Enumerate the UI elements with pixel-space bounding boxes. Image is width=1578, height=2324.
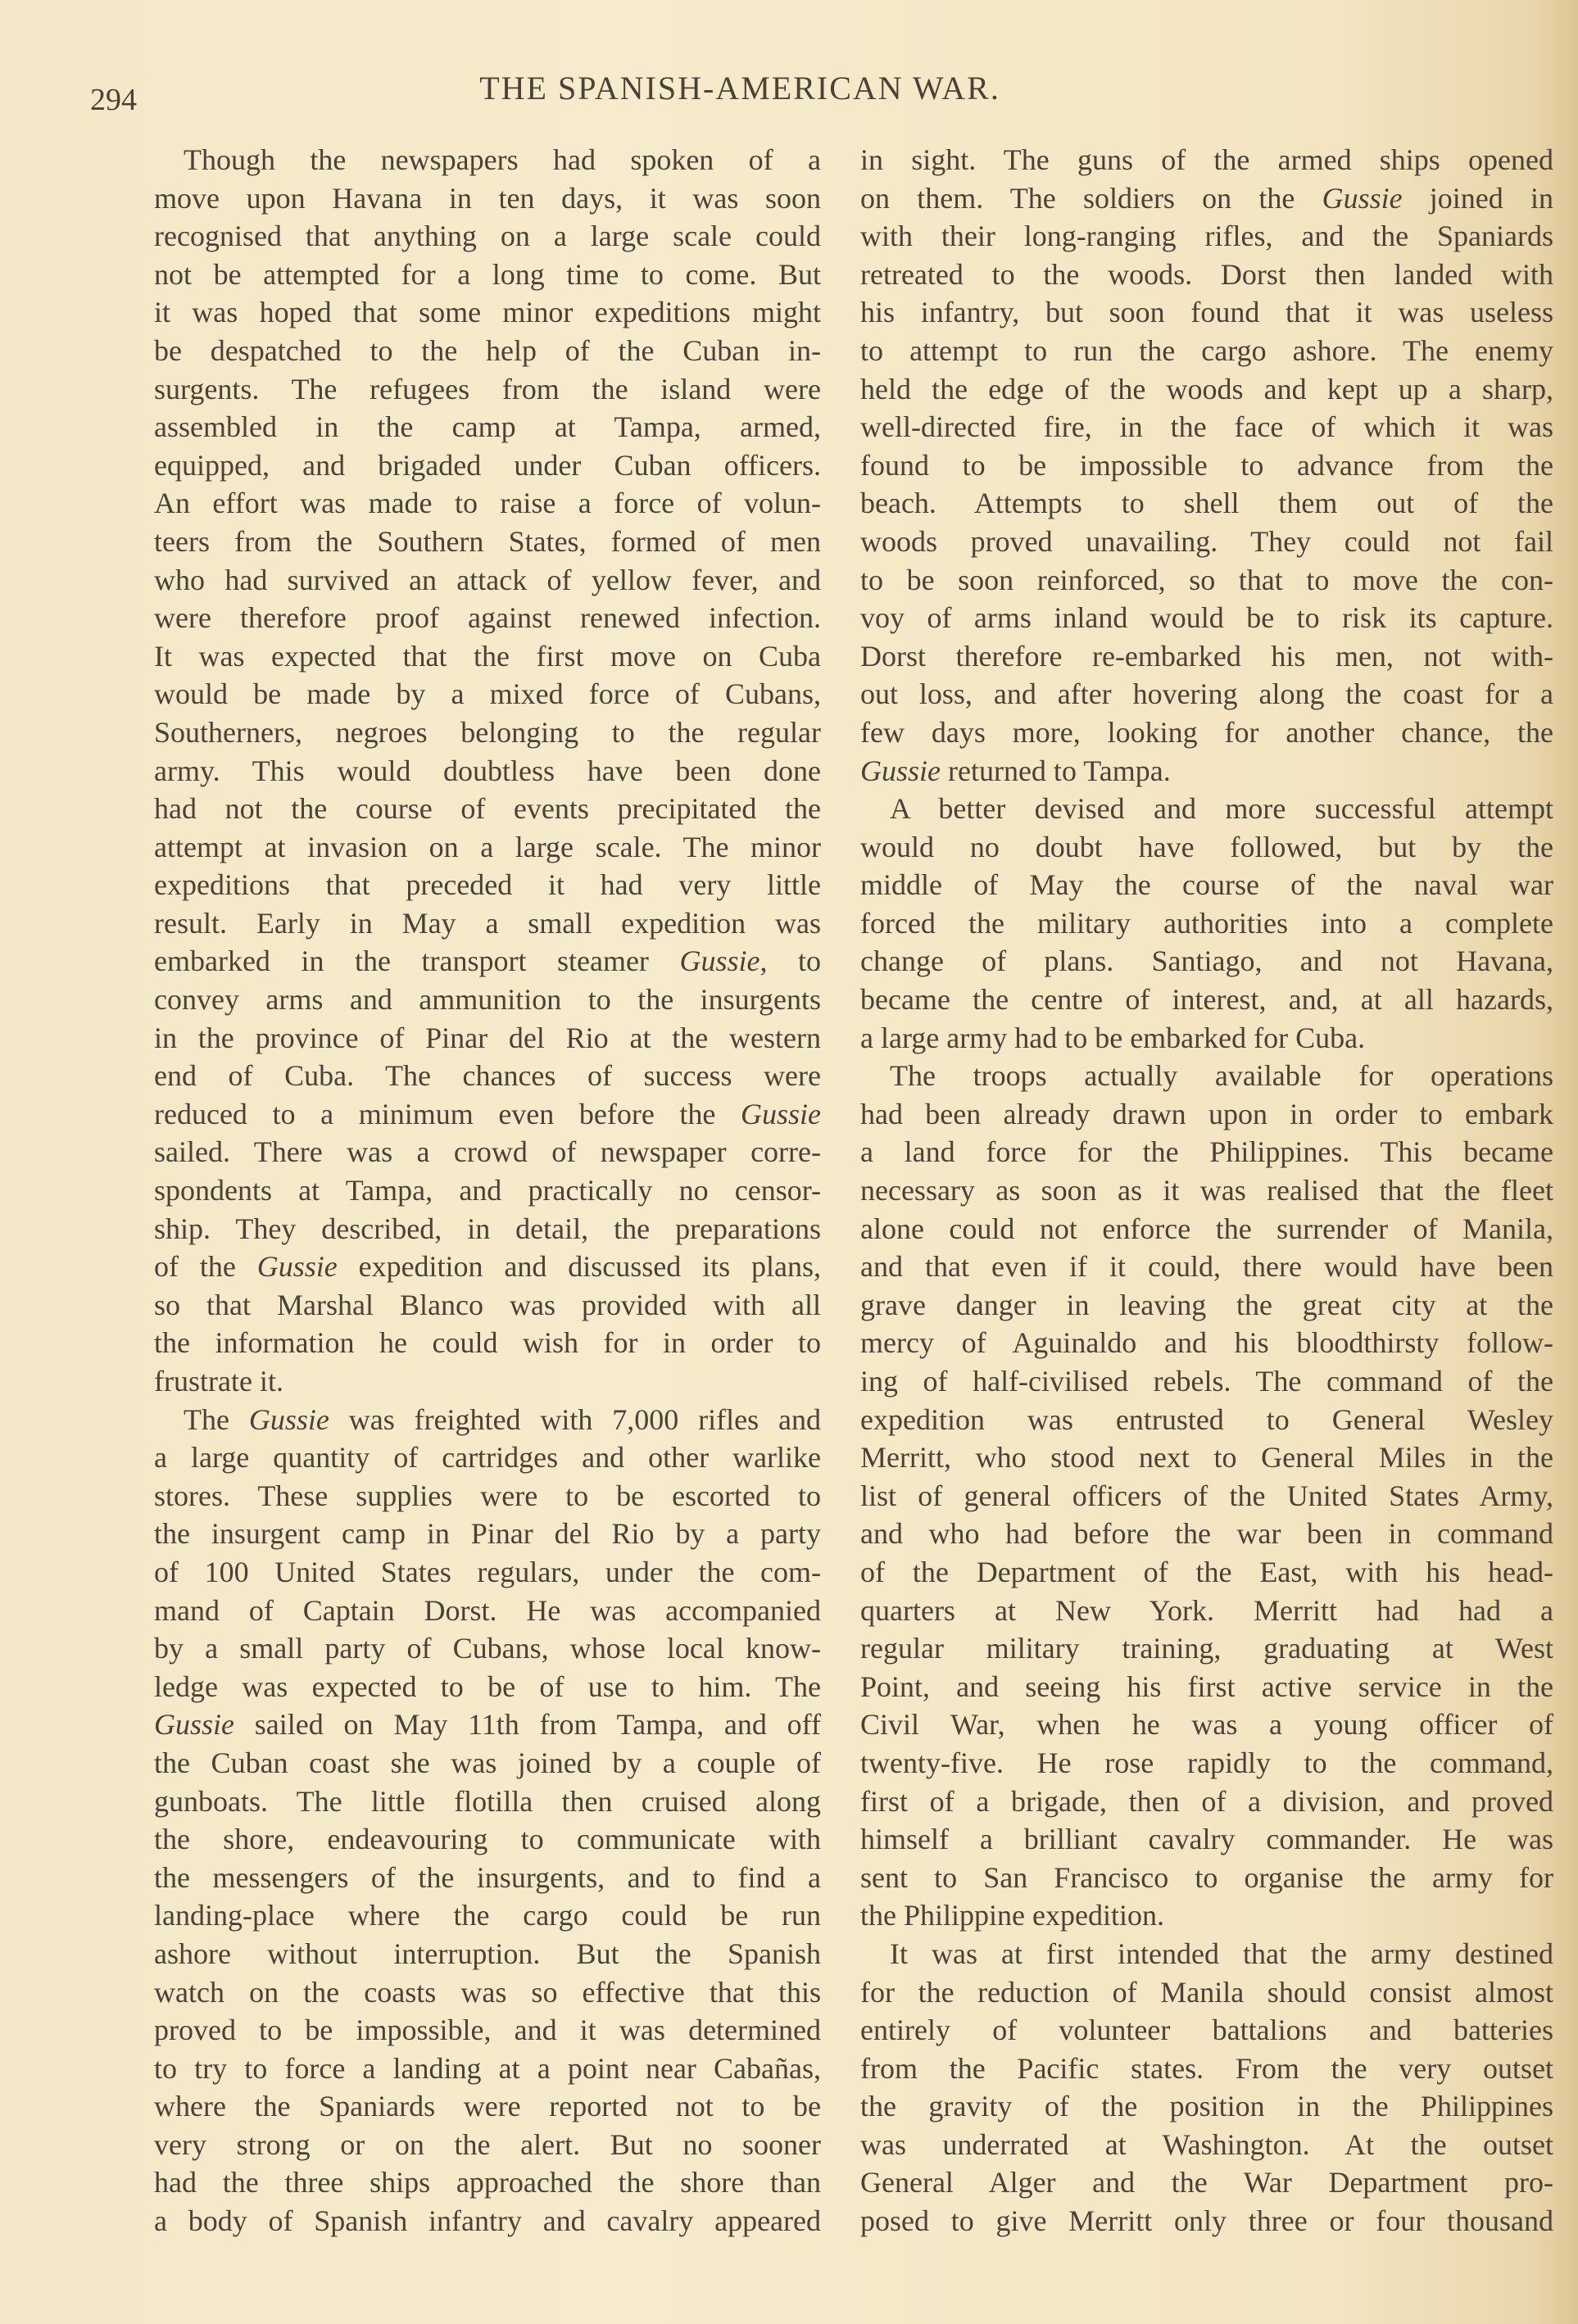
text-line: were therefore proof against renewed infection.	[154, 601, 821, 635]
text-line: Gussie sailed on May 11th from Tampa, and off	[154, 1708, 821, 1742]
text-line: retreated to the woods. Dorst then landed with	[860, 257, 1553, 291]
text-line: twenty-five. He rose rapidly to the command,	[860, 1746, 1553, 1779]
text-line: expedition was entrusted to General Wesley	[860, 1402, 1553, 1436]
text-line: out loss, and after hovering along the coast for a	[860, 677, 1553, 711]
text-line: result. Early in May a small expedition was	[154, 906, 821, 940]
italic-term: Gussie	[741, 1097, 821, 1130]
text-line: sailed. There was a crowd of newspaper corre-	[154, 1135, 821, 1169]
text-line: Merritt, who stood next to General Miles in the	[860, 1441, 1553, 1475]
paragraph	[860, 1057, 1553, 1935]
text-line: few days more, looking for another chance, the	[860, 715, 1553, 749]
italic-term: Gussie	[679, 945, 760, 978]
text-line: The Gussie was freighted with 7,000 rifles and	[184, 1402, 822, 1436]
text-line: the shore, endeavouring to communicate with	[154, 1823, 821, 1856]
text-line: well-directed fire, in the face of which it was	[860, 410, 1553, 444]
text-line: quarters at New York. Merritt had had a	[860, 1593, 1553, 1627]
italic-term: Gussie	[248, 1402, 329, 1436]
italic-term: Gussie	[860, 754, 941, 787]
text-line: the Cuban coast she was joined by a couple of	[154, 1746, 821, 1779]
text-line: stores. These supplies were to be escorted to	[154, 1479, 821, 1512]
running-title	[0, 69, 1578, 107]
text-line: convey arms and ammunition to the insurgents	[154, 983, 821, 1017]
text-line: sent to San Francisco to organise the army for	[860, 1860, 1553, 1894]
text-line: Gussie returned to Tampa.	[860, 754, 1171, 787]
text-line: by a small party of Cubans, whose local know-	[154, 1632, 821, 1665]
text-line: watch on the coasts was so effective that this	[154, 1975, 821, 2009]
text-line: army. This would doubtless have been done	[154, 754, 821, 787]
text-line: reduced to a minimum even before the Gussie	[154, 1097, 821, 1130]
text-line: end of Cuba. The chances of success were	[154, 1059, 821, 1093]
text-line: Point, and seeing his first active service in the	[860, 1669, 1553, 1703]
text-line: grave danger in leaving the great city at the	[860, 1288, 1553, 1321]
text-line: the information he could wish for in order to	[154, 1326, 821, 1360]
text-line: surgents. The refugees from the island were	[154, 372, 821, 405]
text-line: change of plans. Santiago, and not Havana,	[860, 945, 1553, 978]
text-line: on them. The soldiers on the Gussie joined in	[860, 181, 1553, 215]
text-line: teers from the Southern States, formed of men	[154, 524, 821, 558]
text-line: assembled in the camp at Tampa, armed,	[154, 410, 821, 444]
text-line: a large quantity of cartridges and other warlike	[154, 1441, 821, 1475]
text-line: necessary as soon as it was realised that the fleet	[860, 1174, 1553, 1207]
text-line: and that even if it could, there would have been	[860, 1250, 1553, 1284]
text-line: held the edge of the woods and kept up a sharp,	[860, 372, 1553, 405]
text-line: regular military training, graduating at West	[860, 1632, 1553, 1665]
text-line: proved to be impossible, and it was determined	[154, 2014, 821, 2047]
paragraph	[860, 141, 1553, 790]
text-line: not be attempted for a long time to come. But	[154, 257, 821, 291]
text-line: the insurgent camp in Pinar del Rio by a party	[154, 1517, 821, 1551]
text-line: A better devised and more successful attempt	[890, 792, 1553, 826]
text-line: the gravity of the position in the Philippines	[860, 2090, 1553, 2123]
text-line: recognised that anything on a large scale could	[154, 220, 821, 253]
text-line: embarked in the transport steamer Gussie, to	[154, 945, 821, 978]
text-line: so that Marshal Blanco was provided with all	[154, 1288, 821, 1321]
text-line: mand of Captain Dorst. He was accompanied	[154, 1593, 821, 1627]
text-line: alone could not enforce the surrender of Manila,	[860, 1212, 1553, 1245]
text-line: ashore without interruption. But the Spanish	[154, 1937, 821, 1970]
text-line: Though the newspapers had spoken of a	[184, 143, 821, 176]
text-line: of 100 United States regulars, under the com-	[154, 1555, 821, 1588]
text-line: from the Pacific states. From the very outset	[860, 2051, 1553, 2085]
text-line: a body of Spanish infantry and cavalry appeared	[154, 2204, 821, 2238]
text-line: ship. They described, in detail, the preparations	[154, 1212, 821, 1245]
text-line: landing-place where the cargo could be run	[154, 1899, 821, 1932]
text-line: where the Spaniards were reported not to be	[154, 2090, 821, 2123]
text-line: had not the course of events precipitated the	[154, 792, 821, 826]
text-line: was underrated at Washington. At the outset	[860, 2127, 1553, 2161]
text-line: in the province of Pinar del Rio at the western	[154, 1021, 821, 1054]
right-column	[860, 141, 1553, 2240]
text-line: posed to give Merritt only three or four thousand	[860, 2204, 1553, 2238]
text-line: a large army had to be embarked for Cuba.	[860, 1021, 1366, 1054]
text-line: the Philippine expedition.	[860, 1899, 1164, 1932]
text-line: became the centre of interest, and, at all hazards,	[860, 983, 1553, 1017]
italic-term: Gussie	[154, 1708, 234, 1742]
text-line: ledge was expected to be of use to him. The	[154, 1669, 821, 1703]
text-line: entirely of volunteer battalions and batteries	[860, 2014, 1553, 2047]
text-line: himself a brilliant cavalry commander. He was	[860, 1823, 1553, 1856]
text-line: to attempt to run the cargo ashore. The enemy	[860, 333, 1553, 367]
page-number: 294	[90, 83, 137, 117]
left-column	[154, 141, 821, 2240]
text-line: with their long-ranging rifles, and the Spaniards	[860, 220, 1553, 253]
text-line: of the Department of the East, with his head-	[860, 1555, 1553, 1588]
text-line: An effort was made to raise a force of volun-	[154, 487, 821, 520]
text-line: ing of half-civilised rebels. The command of the	[860, 1365, 1553, 1398]
text-line: very strong or on the alert. But no sooner	[154, 2127, 821, 2161]
text-line: had the three ships approached the shore than	[154, 2166, 821, 2199]
text-line: spondents at Tampa, and practically no censor-	[154, 1174, 821, 1207]
text-line: attempt at invasion on a large scale. The minor	[154, 830, 821, 863]
text-line: equipped, and brigaded under Cuban officers.	[154, 448, 821, 482]
text-line: move upon Havana in ten days, it was soon	[154, 181, 821, 215]
text-line: would be made by a mixed force of Cubans,	[154, 677, 821, 711]
text-line: mercy of Aguinaldo and his bloodthirsty follow-	[860, 1326, 1553, 1360]
text-line: who had survived an attack of yellow fever, and	[154, 563, 821, 596]
text-line: middle of May the course of the naval war	[860, 868, 1553, 902]
paragraph	[154, 141, 821, 1401]
paragraph	[860, 790, 1553, 1057]
text-line: General Alger and the War Department pro-	[860, 2166, 1553, 2199]
text-line: it was hoped that some minor expeditions might	[154, 296, 821, 329]
paragraph	[860, 1935, 1553, 2240]
text-line: a land force for the Philippines. This became	[860, 1135, 1553, 1169]
text-line: Southerners, negroes belonging to the regular	[154, 715, 821, 749]
text-line: the messengers of the insurgents, and to find a	[154, 1860, 821, 1894]
italic-term: Gussie	[1322, 181, 1403, 215]
text-line: Dorst therefore re-embarked his men, not with-	[860, 639, 1553, 673]
text-line: The troops actually available for operations	[890, 1059, 1553, 1093]
text-line: expeditions that preceded it had very little	[154, 868, 821, 902]
text-line: woods proved unavailing. They could not fail	[860, 524, 1553, 558]
text-line: first of a brigade, then of a division, and proved	[860, 1784, 1553, 1818]
paragraph	[154, 1401, 821, 2240]
text-line: Civil War, when he was a young officer of	[860, 1708, 1553, 1742]
text-line: list of general officers of the United States Army,	[860, 1479, 1553, 1512]
running-title-text: THE SPANISH-AMERICAN WAR.	[479, 70, 1000, 106]
text-line: and who had before the war been in command	[860, 1517, 1553, 1551]
text-line: to be soon reinforced, so that to move the con-	[860, 563, 1553, 596]
text-line: It was at first intended that the army destined	[890, 1937, 1553, 1970]
text-line: be despatched to the help of the Cuban in-	[154, 333, 821, 367]
text-line: in sight. The guns of the armed ships opened	[860, 143, 1553, 176]
text-line: had been already drawn upon in order to embark	[860, 1097, 1553, 1130]
italic-term: Gussie	[256, 1250, 338, 1284]
text-line: voy of arms inland would be to risk its capture.	[860, 601, 1553, 635]
text-line: It was expected that the first move on Cuba	[154, 639, 821, 673]
text-line: beach. Attempts to shell them out of the	[860, 487, 1553, 520]
text-line: of the Gussie expedition and discussed its plans,	[154, 1250, 822, 1284]
text-line: his infantry, but soon found that it was useless	[860, 296, 1553, 329]
text-line: would no doubt have followed, but by the	[860, 830, 1553, 863]
text-line: found to be impossible to advance from the	[860, 448, 1553, 482]
text-line: gunboats. The little flotilla then cruised along	[154, 1784, 821, 1818]
text-line: forced the military authorities into a complete	[860, 906, 1553, 940]
text-line: to try to force a landing at a point near Cabañas,	[154, 2051, 821, 2085]
text-line: frustrate it.	[154, 1365, 283, 1398]
text-line: for the reduction of Manila should consist almost	[860, 1975, 1553, 2009]
